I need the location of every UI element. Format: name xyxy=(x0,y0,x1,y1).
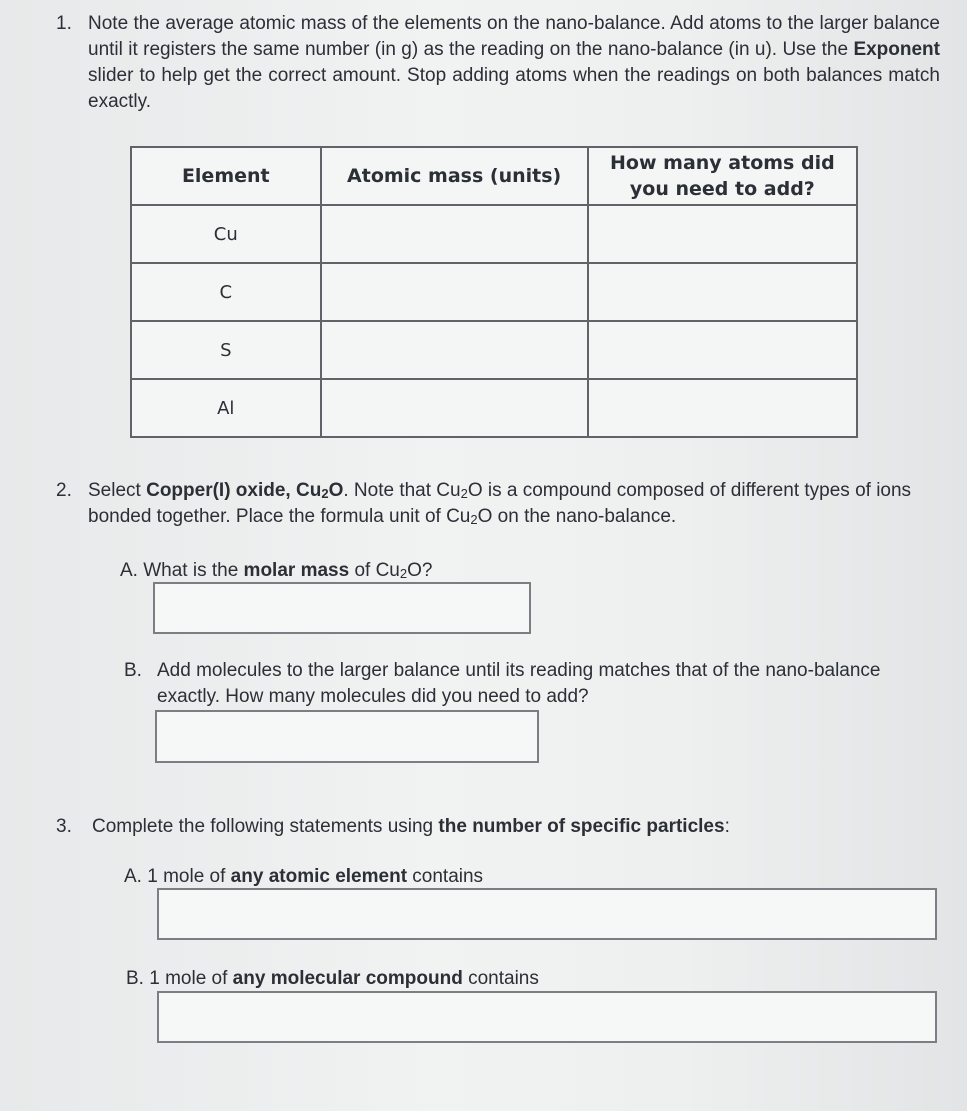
cell-element: Cu xyxy=(131,205,321,263)
question-2-number: 2. xyxy=(56,480,72,501)
question-3a-text: A. 1 mole of any atomic element contains xyxy=(124,866,484,887)
cell-atoms-added-input[interactable] xyxy=(588,379,857,437)
cell-atomic-mass-input[interactable] xyxy=(321,263,588,321)
question-2a-text: A. What is the molar mass of $Cu_2O$? xyxy=(120,560,433,581)
table-row xyxy=(131,205,857,263)
table-row xyxy=(131,379,857,437)
cell-atoms-added-input[interactable] xyxy=(588,263,857,321)
question-3b-text: B. 1 mole of any molecular compound contains xyxy=(126,968,539,989)
cell-element: C xyxy=(131,263,321,321)
cell-atoms-added-input[interactable] xyxy=(588,321,857,379)
cell-atoms-added-input[interactable] xyxy=(588,205,857,263)
header-atoms-added: How many atoms did you need to add? xyxy=(588,147,857,205)
header-element: Element xyxy=(131,147,321,205)
cell-atomic-mass-input[interactable] xyxy=(321,205,588,263)
question-2b-text: Add molecules to the larger balance until its reading matches that of the nano-balance exactly. How many molecules did you need to add? xyxy=(157,660,881,707)
molecular-compound-answer-box[interactable] xyxy=(157,991,937,1043)
question-2-text: Select Copper(I) oxide, $Cu_2O$. Note that $Cu_2O$ is a compound composed of different types of ions bonded together. Place the formula unit of $Cu_2O$ on the nano-balance. xyxy=(88,480,912,527)
molecules-added-answer-box[interactable] xyxy=(155,710,539,763)
table-row xyxy=(131,321,857,379)
cell-element: S xyxy=(131,321,321,379)
question-3-number: 3. xyxy=(56,816,72,837)
cell-atomic-mass-input[interactable] xyxy=(321,379,588,437)
table-row xyxy=(131,263,857,321)
question-1-number: 1. xyxy=(56,13,72,34)
table-header-row xyxy=(131,147,857,205)
cell-element: Al xyxy=(131,379,321,437)
cell-atomic-mass-input[interactable] xyxy=(321,321,588,379)
molar-mass-answer-box[interactable] xyxy=(153,582,531,634)
atomic-element-answer-box[interactable] xyxy=(157,888,937,940)
question-2b-label: B. xyxy=(124,660,142,681)
question-3-text: Complete the following statements using the number of specific particles: xyxy=(92,816,730,837)
header-atomic-mass: Atomic mass (units) xyxy=(321,147,588,205)
atomic-mass-table xyxy=(130,146,858,438)
question-1-text: Note the average atomic mass of the elements on the nano-balance. Add atoms to the larger balance until it registers the same number (in g) as the reading on the nano-balance (in u). Use the Exponent slider to help get the correct amount. Stop adding atoms when the readings on both balances match exactly. xyxy=(88,13,940,112)
